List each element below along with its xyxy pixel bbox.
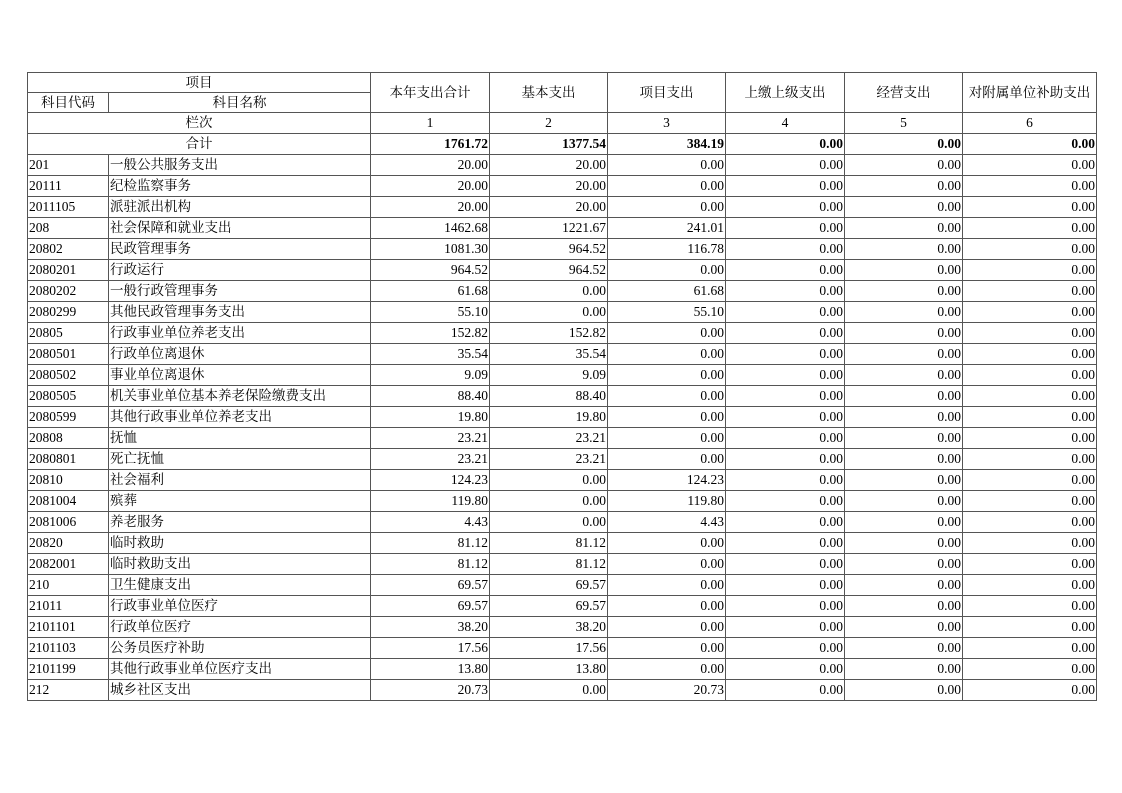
amount-cell: 61.68 [608,281,726,302]
table-row [28,218,1097,239]
amount-cell: 0.00 [963,512,1097,533]
subject-code: 2080599 [28,407,109,428]
amount-cell: 0.00 [845,260,963,281]
amount-cell: 0.00 [845,680,963,701]
amount-cell: 0.00 [963,302,1097,323]
amount-cell: 1462.68 [371,218,490,239]
amount-cell: 0.00 [608,554,726,575]
amount-cell: 0.00 [963,176,1097,197]
subject-code: 2080505 [28,386,109,407]
subject-name: 行政事业单位医疗 [109,596,371,617]
table-row [28,428,1097,449]
amount-cell: 23.21 [490,449,608,470]
subject-code: 2080501 [28,344,109,365]
amount-cell: 35.54 [371,344,490,365]
amount-cell: 81.12 [371,554,490,575]
total-value: 0.00 [726,134,845,155]
amount-cell: 81.12 [490,554,608,575]
table-row [28,239,1097,260]
table-row [28,407,1097,428]
amount-cell: 0.00 [963,365,1097,386]
amount-cell: 116.78 [608,239,726,260]
subject-code: 20820 [28,533,109,554]
table-row [28,449,1097,470]
table-row [28,260,1097,281]
amount-cell: 124.23 [371,470,490,491]
amount-cell: 55.10 [608,302,726,323]
subject-name: 殡葬 [109,491,371,512]
amount-cell: 0.00 [963,449,1097,470]
amount-cell: 964.52 [490,260,608,281]
subject-name: 社会福利 [109,470,371,491]
amount-cell: 0.00 [726,176,845,197]
amount-cell: 0.00 [608,344,726,365]
amount-cell: 0.00 [845,281,963,302]
table-row [28,659,1097,680]
subject-code: 2101199 [28,659,109,680]
table-row [28,302,1097,323]
amount-cell: 0.00 [726,470,845,491]
amount-cell: 0.00 [963,491,1097,512]
amount-cell: 19.80 [490,407,608,428]
amount-cell: 0.00 [963,344,1097,365]
subject-name: 行政事业单位养老支出 [109,323,371,344]
amount-cell: 0.00 [726,407,845,428]
amount-cell: 0.00 [845,491,963,512]
amount-cell: 0.00 [845,407,963,428]
subject-name: 其他民政管理事务支出 [109,302,371,323]
subject-name: 公务员医疗补助 [109,638,371,659]
amount-cell: 119.80 [371,491,490,512]
subject-name: 行政单位医疗 [109,617,371,638]
subject-code: 2080299 [28,302,109,323]
amount-cell: 152.82 [371,323,490,344]
subject-name: 一般行政管理事务 [109,281,371,302]
amount-cell: 0.00 [963,638,1097,659]
amount-cell: 0.00 [726,281,845,302]
table-row [28,176,1097,197]
amount-cell: 0.00 [963,596,1097,617]
amount-cell: 35.54 [490,344,608,365]
amount-cell: 0.00 [726,449,845,470]
total-value: 1761.72 [371,134,490,155]
total-value: 384.19 [608,134,726,155]
amount-cell: 0.00 [845,596,963,617]
subject-name: 其他行政事业单位养老支出 [109,407,371,428]
amount-cell: 0.00 [726,533,845,554]
amount-cell: 69.57 [490,596,608,617]
amount-cell: 0.00 [845,365,963,386]
amount-cell: 0.00 [608,155,726,176]
amount-cell: 23.21 [371,428,490,449]
column-number: 1 [371,113,490,134]
amount-cell: 0.00 [963,428,1097,449]
table-row [28,596,1097,617]
table-row [28,365,1097,386]
amount-cell: 17.56 [371,638,490,659]
amount-cell: 0.00 [963,218,1097,239]
amount-cell: 0.00 [608,407,726,428]
subject-name: 抚恤 [109,428,371,449]
subject-code: 2101101 [28,617,109,638]
amount-cell: 0.00 [845,428,963,449]
amount-cell: 0.00 [963,197,1097,218]
amount-cell: 0.00 [963,659,1097,680]
header-code: 科目代码 [28,93,109,113]
amount-cell: 0.00 [726,386,845,407]
amount-cell: 964.52 [490,239,608,260]
amount-cell: 19.80 [371,407,490,428]
column-number-label: 栏次 [28,113,371,134]
table-row [28,197,1097,218]
subject-name: 卫生健康支出 [109,575,371,596]
amount-cell: 0.00 [845,323,963,344]
amount-cell: 0.00 [726,344,845,365]
amount-cell: 0.00 [726,680,845,701]
amount-cell: 0.00 [726,617,845,638]
table-row [28,344,1097,365]
amount-cell: 0.00 [490,470,608,491]
amount-cell: 0.00 [963,554,1097,575]
amount-cell: 20.00 [490,155,608,176]
amount-cell: 0.00 [845,617,963,638]
header-subsidy: 对附属单位补助支出 [963,73,1097,113]
subject-code: 212 [28,680,109,701]
amount-cell: 0.00 [726,218,845,239]
amount-cell: 0.00 [490,281,608,302]
column-number: 5 [845,113,963,134]
amount-cell: 13.80 [371,659,490,680]
amount-cell: 0.00 [608,596,726,617]
table-row [28,491,1097,512]
amount-cell: 0.00 [845,218,963,239]
amount-cell: 20.00 [490,197,608,218]
amount-cell: 0.00 [963,239,1097,260]
amount-cell: 0.00 [963,407,1097,428]
subject-name: 城乡社区支出 [109,680,371,701]
amount-cell: 0.00 [726,323,845,344]
amount-cell: 0.00 [608,176,726,197]
table-row [28,617,1097,638]
subject-name: 行政运行 [109,260,371,281]
table-row [28,554,1097,575]
amount-cell: 0.00 [608,575,726,596]
amount-cell: 0.00 [845,344,963,365]
amount-cell: 0.00 [845,575,963,596]
amount-cell: 9.09 [371,365,490,386]
amount-cell: 0.00 [845,176,963,197]
subject-code: 2082001 [28,554,109,575]
amount-cell: 0.00 [726,659,845,680]
subject-name: 纪检监察事务 [109,176,371,197]
total-value: 0.00 [845,134,963,155]
table-row [28,386,1097,407]
amount-cell: 20.73 [608,680,726,701]
subject-code: 208 [28,218,109,239]
amount-cell: 964.52 [371,260,490,281]
amount-cell: 0.00 [608,617,726,638]
subject-code: 20111 [28,176,109,197]
subject-name: 其他行政事业单位医疗支出 [109,659,371,680]
amount-cell: 0.00 [608,533,726,554]
amount-cell: 0.00 [726,554,845,575]
subject-name: 死亡抚恤 [109,449,371,470]
subject-name: 临时救助支出 [109,554,371,575]
subject-name: 养老服务 [109,512,371,533]
amount-cell: 0.00 [845,533,963,554]
amount-cell: 0.00 [726,155,845,176]
amount-cell: 13.80 [490,659,608,680]
subject-code: 20808 [28,428,109,449]
column-number-row [28,113,1097,134]
subject-name: 派驻派出机构 [109,197,371,218]
table-row [28,575,1097,596]
subject-code: 210 [28,575,109,596]
amount-cell: 55.10 [371,302,490,323]
amount-cell: 0.00 [490,302,608,323]
amount-cell: 0.00 [608,323,726,344]
amount-cell: 20.00 [490,176,608,197]
table-row [28,281,1097,302]
table-row [28,470,1097,491]
table-row [28,638,1097,659]
amount-cell: 69.57 [490,575,608,596]
subject-code: 2101103 [28,638,109,659]
header-business: 经营支出 [845,73,963,113]
amount-cell: 81.12 [371,533,490,554]
amount-cell: 0.00 [726,428,845,449]
amount-cell: 69.57 [371,575,490,596]
amount-cell: 0.00 [490,512,608,533]
amount-cell: 0.00 [726,260,845,281]
amount-cell: 119.80 [608,491,726,512]
amount-cell: 0.00 [726,365,845,386]
subject-code: 201 [28,155,109,176]
amount-cell: 38.20 [371,617,490,638]
amount-cell: 20.00 [371,176,490,197]
amount-cell: 81.12 [490,533,608,554]
amount-cell: 0.00 [608,428,726,449]
amount-cell: 0.00 [726,596,845,617]
header-row-1 [28,73,1097,93]
amount-cell: 0.00 [845,449,963,470]
amount-cell: 0.00 [726,302,845,323]
amount-cell: 124.23 [608,470,726,491]
amount-cell: 0.00 [963,470,1097,491]
amount-cell: 1221.67 [490,218,608,239]
amount-cell: 0.00 [608,197,726,218]
subject-name: 社会保障和就业支出 [109,218,371,239]
total-value: 0.00 [963,134,1097,155]
amount-cell: 152.82 [490,323,608,344]
subject-name: 一般公共服务支出 [109,155,371,176]
total-row [28,134,1097,155]
table-row [28,323,1097,344]
amount-cell: 0.00 [726,575,845,596]
total-value: 1377.54 [490,134,608,155]
amount-cell: 20.73 [371,680,490,701]
subject-name: 机关事业单位基本养老保险缴费支出 [109,386,371,407]
column-number: 2 [490,113,608,134]
amount-cell: 0.00 [963,617,1097,638]
amount-cell: 88.40 [371,386,490,407]
subject-name: 民政管理事务 [109,239,371,260]
amount-cell: 0.00 [608,386,726,407]
amount-cell: 23.21 [371,449,490,470]
subject-code: 21011 [28,596,109,617]
amount-cell: 4.43 [371,512,490,533]
subject-code: 2080202 [28,281,109,302]
amount-cell: 0.00 [490,491,608,512]
subject-code: 20810 [28,470,109,491]
amount-cell: 0.00 [608,638,726,659]
amount-cell: 0.00 [726,512,845,533]
amount-cell: 0.00 [963,575,1097,596]
subject-name: 事业单位离退休 [109,365,371,386]
amount-cell: 0.00 [845,239,963,260]
header-name: 科目名称 [109,93,371,113]
amount-cell: 0.00 [963,155,1097,176]
amount-cell: 0.00 [963,281,1097,302]
column-number: 3 [608,113,726,134]
amount-cell: 0.00 [963,323,1097,344]
table-row [28,512,1097,533]
amount-cell: 9.09 [490,365,608,386]
amount-cell: 1081.30 [371,239,490,260]
amount-cell: 0.00 [963,680,1097,701]
amount-cell: 0.00 [845,386,963,407]
table-row [28,680,1097,701]
subject-code: 2081004 [28,491,109,512]
expenditure-table [27,72,1097,701]
subject-name: 临时救助 [109,533,371,554]
subject-code: 2011105 [28,197,109,218]
amount-cell: 0.00 [608,365,726,386]
amount-cell: 241.01 [608,218,726,239]
amount-cell: 38.20 [490,617,608,638]
subject-code: 2080502 [28,365,109,386]
amount-cell: 0.00 [490,680,608,701]
amount-cell: 0.00 [845,197,963,218]
subject-code: 20802 [28,239,109,260]
header-total: 本年支出合计 [371,73,490,113]
amount-cell: 0.00 [726,491,845,512]
amount-cell: 61.68 [371,281,490,302]
amount-cell: 0.00 [845,554,963,575]
header-project: 项目支出 [608,73,726,113]
column-number: 6 [963,113,1097,134]
amount-cell: 0.00 [845,302,963,323]
subject-code: 20805 [28,323,109,344]
amount-cell: 69.57 [371,596,490,617]
amount-cell: 0.00 [845,470,963,491]
header-upper: 上缴上级支出 [726,73,845,113]
amount-cell: 0.00 [726,638,845,659]
amount-cell: 0.00 [845,155,963,176]
amount-cell: 0.00 [608,659,726,680]
amount-cell: 0.00 [963,386,1097,407]
amount-cell: 0.00 [963,533,1097,554]
table-row [28,155,1097,176]
amount-cell: 0.00 [963,260,1097,281]
header-basic: 基本支出 [490,73,608,113]
subject-code: 2081006 [28,512,109,533]
amount-cell: 20.00 [371,197,490,218]
table-row [28,533,1097,554]
subject-code: 2080201 [28,260,109,281]
header-item: 项目 [28,73,371,93]
amount-cell: 0.00 [726,197,845,218]
total-label: 合计 [28,134,371,155]
subject-code: 2080801 [28,449,109,470]
amount-cell: 0.00 [845,659,963,680]
amount-cell: 0.00 [726,239,845,260]
amount-cell: 0.00 [845,638,963,659]
amount-cell: 23.21 [490,428,608,449]
amount-cell: 0.00 [608,449,726,470]
subject-name: 行政单位离退休 [109,344,371,365]
amount-cell: 0.00 [845,512,963,533]
amount-cell: 0.00 [608,260,726,281]
amount-cell: 17.56 [490,638,608,659]
column-number: 4 [726,113,845,134]
amount-cell: 4.43 [608,512,726,533]
amount-cell: 88.40 [490,386,608,407]
amount-cell: 20.00 [371,155,490,176]
